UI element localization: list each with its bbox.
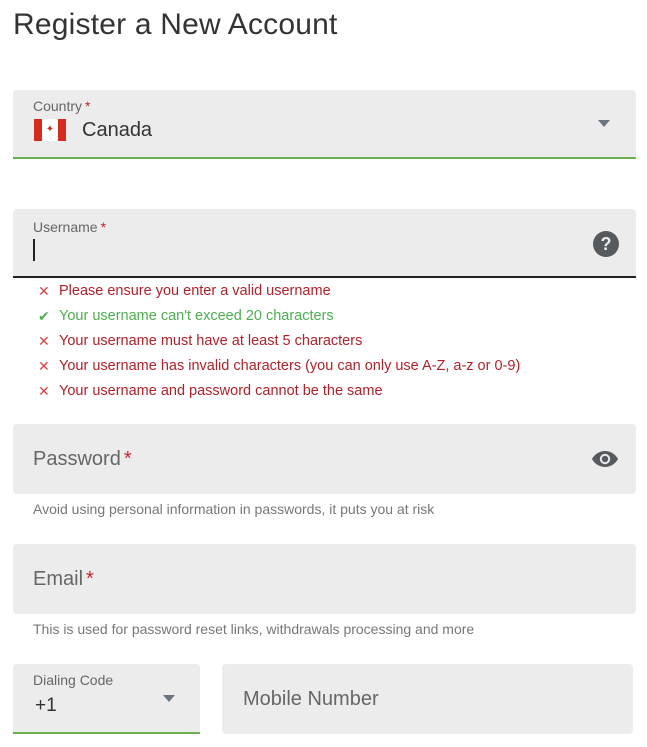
maple-leaf-icon: ✦	[42, 119, 58, 141]
country-select[interactable]	[13, 90, 636, 159]
required-mark: *	[85, 98, 91, 114]
password-placeholder	[33, 448, 132, 471]
username-label-text: Username	[33, 219, 98, 235]
cross-icon: ✕	[38, 358, 50, 374]
password-input[interactable]	[13, 424, 636, 494]
email-placeholder-text: Email	[33, 568, 84, 590]
validation-rule	[38, 308, 520, 333]
validation-rule-text: Your username and password cannot be the same	[59, 383, 383, 399]
canada-flag-icon	[34, 119, 66, 141]
mobile-number-placeholder: Mobile Number	[243, 688, 379, 710]
eye-icon[interactable]	[591, 448, 619, 470]
check-icon: ✔	[38, 308, 50, 324]
dialing-code-select[interactable]	[13, 664, 200, 734]
required-mark: *	[123, 448, 132, 470]
mobile-number-input[interactable]	[222, 664, 633, 734]
username-label	[33, 219, 106, 235]
validation-rule	[38, 358, 520, 383]
email-hint: This is used for password reset links, withdrawals processing and more	[33, 621, 475, 637]
username-validation-list	[38, 283, 520, 408]
cross-icon: ✕	[38, 283, 50, 299]
dialing-code-value: +1	[35, 695, 57, 716]
question-circle-icon[interactable]: ?	[593, 231, 619, 257]
chevron-down-icon[interactable]	[163, 695, 175, 702]
validation-rule-text: Please ensure you enter a valid username	[59, 283, 331, 299]
username-input[interactable]	[13, 209, 636, 278]
validation-rule-text: Your username must have at least 5 characters	[59, 333, 363, 349]
country-label	[33, 98, 90, 114]
page-title: Register a New Account	[13, 8, 338, 41]
validation-rule	[38, 383, 520, 408]
text-cursor	[33, 239, 35, 261]
required-mark: *	[86, 568, 94, 590]
validation-rule	[38, 333, 520, 358]
email-placeholder	[33, 568, 94, 591]
cross-icon: ✕	[38, 333, 50, 349]
validation-rule-text: Your username has invalid characters (you can only use A-Z, a-z or 0-9)	[59, 358, 521, 374]
password-hint: Avoid using personal information in passwords, it puts you at risk	[33, 501, 435, 517]
password-placeholder-text: Password	[33, 448, 121, 470]
country-label-text: Country	[33, 98, 83, 114]
cross-icon: ✕	[38, 383, 50, 399]
validation-rule-text: Your username can't exceed 20 characters	[59, 308, 334, 324]
validation-rule	[38, 283, 520, 308]
country-value: Canada	[82, 119, 153, 141]
chevron-down-icon[interactable]	[598, 120, 610, 127]
email-input[interactable]	[13, 544, 636, 614]
dialing-code-label: Dialing Code	[33, 672, 114, 688]
required-mark: *	[100, 219, 107, 235]
